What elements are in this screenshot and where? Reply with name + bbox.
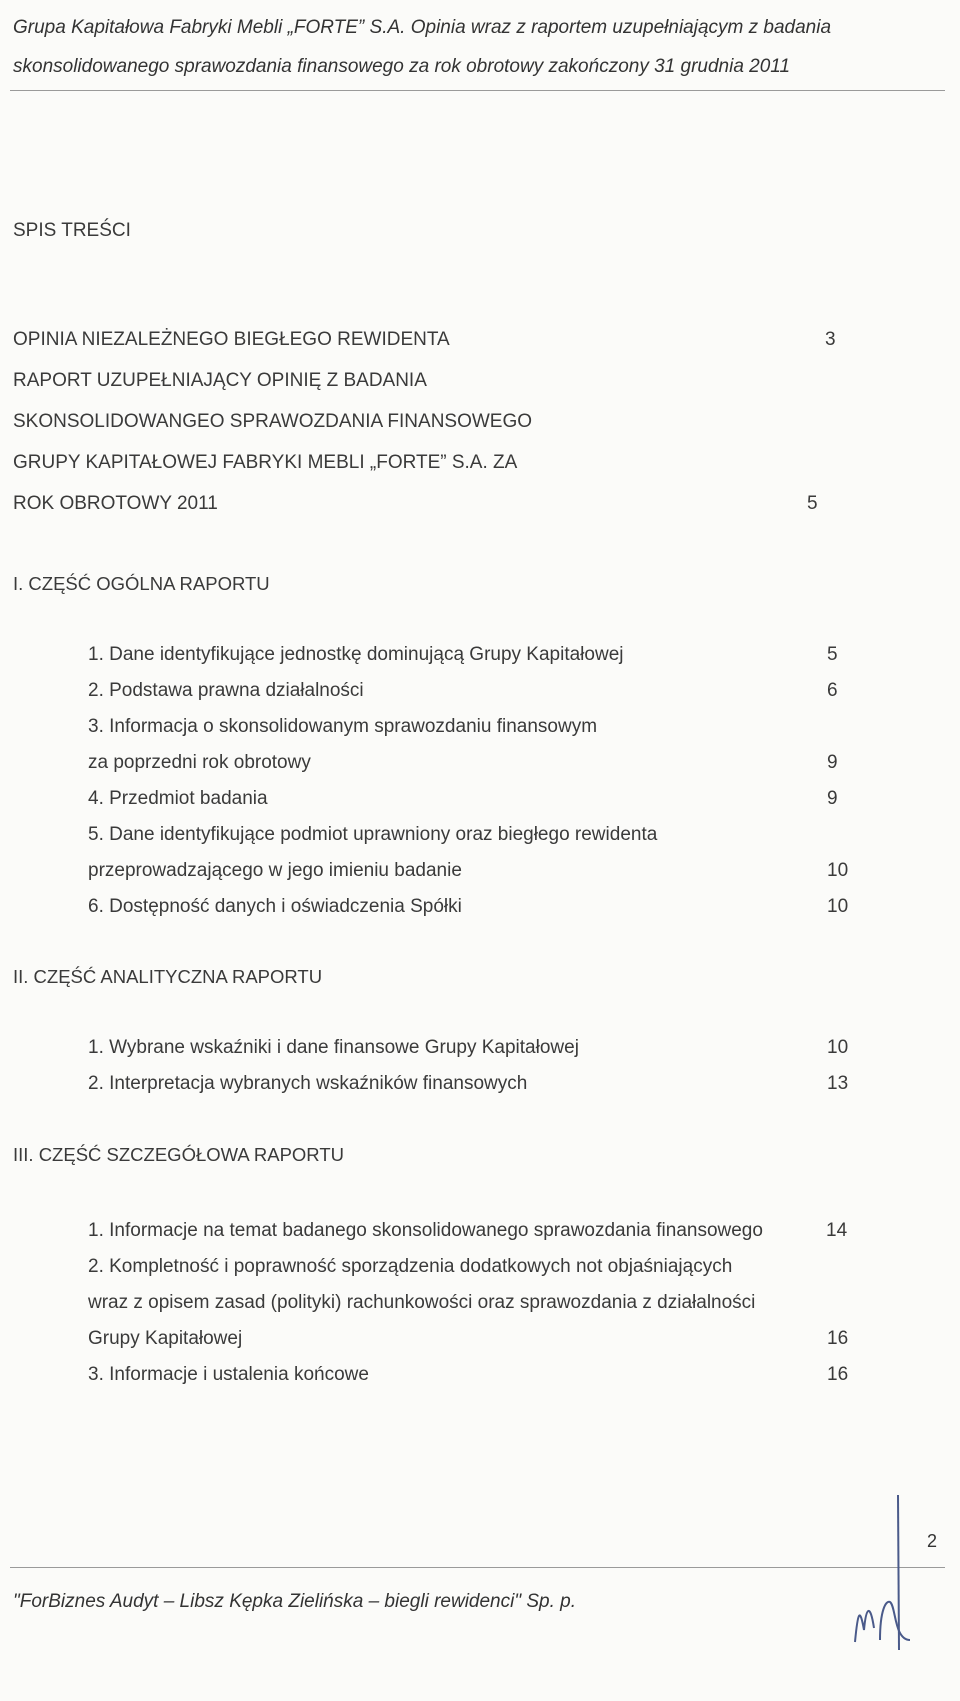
- toc-part3-item: Grupy Kapitałowej: [88, 1328, 243, 1349]
- toc-report-line-4: ROK OBROTOWY 2011: [13, 493, 218, 514]
- toc-part1-item: przeprowadzającego w jego imieniu badanie: [88, 860, 462, 881]
- toc-part3-item: 2. Kompletność i poprawność sporządzenia dodatkowych not objaśniających: [88, 1256, 733, 1277]
- toc-part1-item: 1. Dane identyfikujące jednostkę dominującą Grupy Kapitałowej: [88, 644, 624, 665]
- toc-report-page: 5: [807, 493, 818, 514]
- toc-part1-item-page: 9: [827, 752, 838, 773]
- toc-part3-item-page: 16: [827, 1364, 849, 1385]
- toc-part3-item: wraz z opisem zasad (polityki) rachunkowości oraz sprawozdania z działalności: [88, 1292, 756, 1313]
- toc-part1-item: 6. Dostępność danych i oświadczenia Spółki: [88, 896, 462, 917]
- document-header: [13, 8, 943, 86]
- toc-part3-title: III. CZĘŚĆ SZCZEGÓŁOWA RAPORTU: [13, 1144, 344, 1165]
- toc-part2-item-page: 13: [827, 1073, 849, 1094]
- toc-part2-item: 1. Wybrane wskaźniki i dane finansowe Grupy Kapitałowej: [88, 1037, 579, 1058]
- toc-part1-item-page: 9: [827, 788, 838, 809]
- toc-part2-title: II. CZĘŚĆ ANALITYCZNA RAPORTU: [13, 966, 323, 987]
- toc-part1-item: 4. Przedmiot badania: [88, 788, 268, 809]
- header-rule: [10, 90, 945, 91]
- toc-title: SPIS TREŚCI: [13, 220, 131, 241]
- toc-part1-item: 5. Dane identyfikujące podmiot uprawniony oraz biegłego rewidenta: [88, 824, 658, 845]
- toc-report-line-2: SKONSOLIDOWANGEO SPRAWOZDANIA FINANSOWEGO: [13, 411, 533, 432]
- header-line-1: Grupa Kapitałowa Fabryki Mebli „FORTE” S.A. Opinia wraz z raportem uzupełniającym z badania: [13, 17, 832, 38]
- toc-part3-item: 1. Informacje na temat badanego skonsolidowanego sprawozdania finansowego: [88, 1220, 763, 1241]
- toc-part2-item: 2. Interpretacja wybranych wskaźników finansowych: [88, 1073, 528, 1094]
- page-number: 2: [927, 1531, 938, 1551]
- toc-part3-item-page: 14: [826, 1220, 848, 1241]
- toc-part1-item-page: 5: [827, 644, 838, 665]
- toc-part1-item-page: 10: [827, 860, 849, 881]
- toc-part3-item-page: 16: [827, 1328, 849, 1349]
- toc-part1-item: 2. Podstawa prawna działalności: [88, 680, 364, 701]
- toc-part2-item-page: 10: [827, 1037, 849, 1058]
- toc-part3-item: 3. Informacje i ustalenia końcowe: [88, 1364, 369, 1385]
- toc-part1-item: za poprzedni rok obrotowy: [88, 752, 311, 773]
- toc-opinion-label: OPINIA NIEZALEŻNEGO BIEGŁEGO REWIDENTA: [13, 329, 450, 350]
- toc-report-line-1: RAPORT UZUPEŁNIAJĄCY OPINIĘ Z BADANIA: [13, 370, 427, 391]
- toc-opinion-page: 3: [825, 329, 836, 350]
- footer-text: "ForBiznes Audyt – Libsz Kępka Zielińska – biegli rewidenci" Sp. p.: [13, 1591, 577, 1612]
- footer-rule: [10, 1567, 945, 1568]
- toc-part1-item-page: 6: [827, 680, 838, 701]
- toc-part1-title: I. CZĘŚĆ OGÓLNA RAPORTU: [13, 573, 270, 594]
- signature-initials: [850, 1490, 920, 1660]
- toc-part1-item-page: 10: [827, 896, 849, 917]
- toc-part1-item: 3. Informacja o skonsolidowanym sprawozdaniu finansowym: [88, 716, 598, 737]
- header-line-2: skonsolidowanego sprawozdania finansowego za rok obrotowy zakończony 31 grudnia 2011: [13, 56, 791, 77]
- toc-report-line-3: GRUPY KAPITAŁOWEJ FABRYKI MEBLI „FORTE” S.A. ZA: [13, 452, 518, 473]
